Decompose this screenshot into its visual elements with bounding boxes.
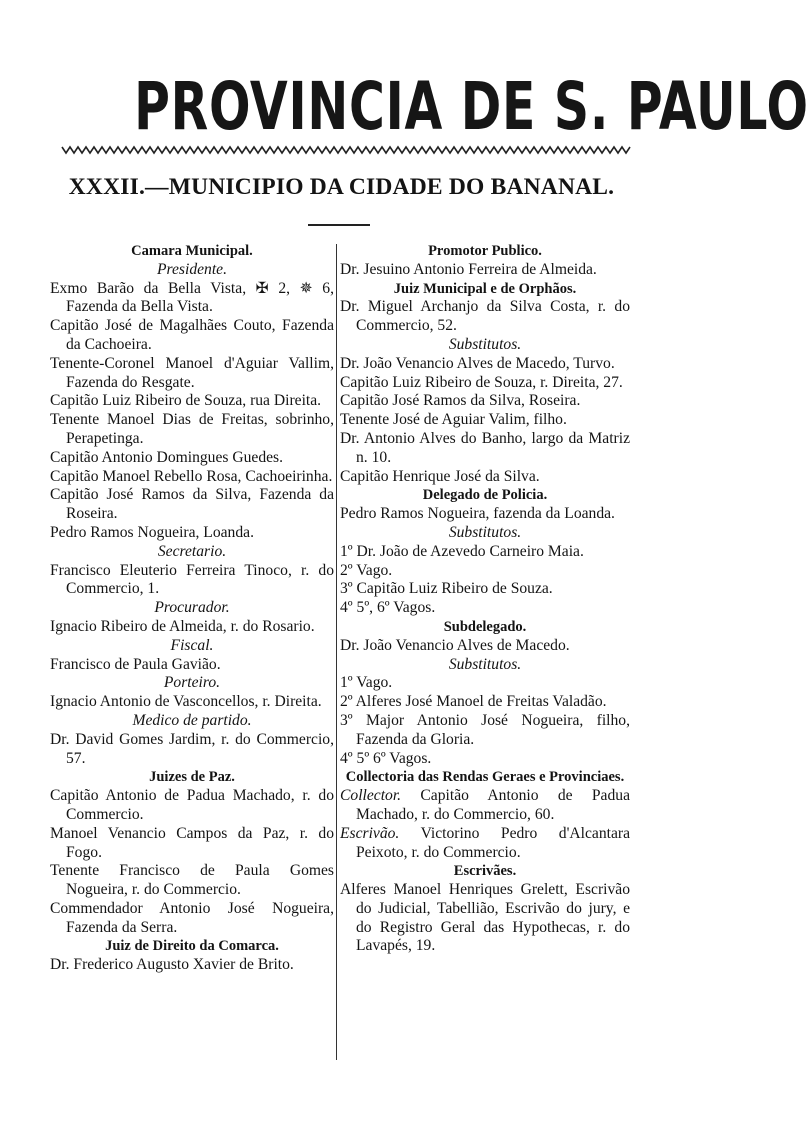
directory-entry: Exmo Barão da Bella Vista, ✠ 2, ✵ 6, Fazenda da Bella Vista.: [50, 279, 334, 316]
section-header: Escrivães.: [453, 863, 517, 880]
directory-entry: [340, 787, 630, 825]
directory-entry: Capitão Luiz Ribeiro de Souza, r. Direita, 27.: [340, 373, 623, 391]
directory-entry: Capitão Antonio Domingues Guedes.: [50, 448, 284, 466]
directory-entry: 4º 5º 6º Vagos.: [340, 749, 432, 767]
directory-entry: Capitão José Ramos da Silva, Fazenda da Roseira.: [50, 486, 334, 523]
zigzag-rule: [62, 145, 630, 155]
role-heading: Fiscal.: [170, 636, 214, 654]
role-heading: Substitutos.: [448, 523, 522, 541]
directory-entry: Alferes Manoel Henriques Grelett, Escrivão do Judicial, Tabellião, Escrivão do jury, e do Registro Geral das Hypothecas, r. do Lavapés, 19.: [340, 881, 630, 955]
directory-entry: Ignacio Ribeiro de Almeida, r. do Rosario.: [50, 617, 315, 635]
directory-entry: 1º Dr. João de Azevedo Carneiro Maia.: [340, 542, 584, 560]
section-header: Subdelegado.: [443, 618, 527, 635]
directory-entry: Capitão Luiz Ribeiro de Souza, rua Direita.: [50, 392, 322, 410]
directory-entry: Tenente Manoel Dias de Freitas, sobrinho, Perapetinga.: [50, 411, 334, 447]
directory-entry: Pedro Ramos Nogueira, fazenda da Loanda.: [340, 505, 615, 523]
directory-entry: Commendador Antonio José Nogueira, Fazenda da Serra.: [50, 899, 334, 936]
directory-entry: Manoel Venancio Campos da Paz, r. do Fogo.: [50, 824, 334, 861]
directory-entry: 4º 5º, 6º Vagos.: [340, 599, 436, 617]
section-header: Delegado de Policia.: [422, 487, 548, 504]
role-heading: Secretario.: [157, 542, 227, 560]
directory-entry: Capitão Henrique José da Silva.: [340, 467, 540, 485]
directory-entry: Francisco de Paula Gavião.: [50, 655, 221, 673]
directory-entry: Tenente Francisco de Paula Gomes Nogueira, r. do Commercio.: [50, 862, 334, 899]
directory-entry: Dr. João Venancio Alves de Macedo, Turvo.: [340, 354, 615, 372]
directory-entry: Capitão José de Magalhães Couto, Fazenda da Cachoeira.: [50, 317, 334, 353]
directory-entry: Francisco Eleuterio Ferreira Tinoco, r. do Commercio, 1.: [50, 561, 334, 598]
directory-entry: Dr. Frederico Augusto Xavier de Brito.: [50, 956, 294, 974]
section-header: Juiz de Direito da Comarca.: [105, 938, 279, 955]
directory-entry: 3º Capitão Luiz Ribeiro de Souza.: [340, 580, 553, 598]
directory-entry: Dr. Jesuino Antonio Ferreira de Almeida.: [340, 260, 597, 278]
role-heading: Presidente.: [156, 260, 227, 278]
section-header: Promotor Publico.: [428, 243, 542, 259]
role-heading: Porteiro.: [163, 674, 221, 692]
directory-entry: Ignacio Antonio de Vasconcellos, r. Direita.: [50, 693, 322, 711]
directory-entry: Tenente-Coronel Manoel d'Aguiar Vallim, Fazenda do Resgate.: [50, 354, 334, 391]
directory-entry: 1º Vago.: [340, 674, 393, 692]
directory-entry: Capitão José Ramos da Silva, Roseira.: [340, 392, 581, 410]
entry-text: Capitão Antonio de Padua Machado, r. do Commercio, 60.: [356, 787, 630, 823]
directory-entry: Tenente José de Aguiar Valim, filho.: [340, 411, 567, 429]
left-column: [50, 242, 334, 975]
directory-entry: Dr. João Venancio Alves de Macedo.: [340, 636, 570, 654]
role-heading: Substitutos.: [448, 335, 522, 353]
directory-entry: Capitão Manoel Rebello Rosa, Cachoeirinha.: [50, 467, 333, 485]
section-heading: XXXII.—MUNICIPIO DA CIDADE DO BANANAL.: [68, 174, 615, 200]
short-rule: [308, 224, 370, 226]
directory-entry: Dr. Miguel Archanjo da Silva Costa, r. do Commercio, 52.: [340, 298, 630, 335]
role-heading: Medico de partido.: [132, 711, 252, 729]
entry-text: Victorino Pedro d'Alcantara Peixoto, r. do Commercio.: [356, 824, 630, 861]
page-title: PROVINCIA DE S. PAULO: [134, 68, 809, 145]
role-label: Escrivão.: [340, 824, 400, 842]
role-heading: Substitutos.: [448, 655, 522, 673]
directory-entry: 2º Alferes José Manoel de Freitas Valadão.: [340, 693, 607, 711]
directory-entry: [340, 825, 630, 863]
role-label: Collector.: [340, 787, 402, 805]
directory-entry: Capitão Antonio de Padua Machado, r. do Commercio.: [50, 787, 334, 823]
column-divider: [336, 244, 337, 1060]
directory-entry: Dr. David Gomes Jardim, r. do Commercio, 57.: [50, 730, 334, 767]
right-column: [340, 242, 630, 956]
directory-entry: Dr. Antonio Alves do Banho, largo da Matriz n. 10.: [340, 429, 630, 466]
section-header: Juiz Municipal e de Orphãos.: [393, 280, 577, 297]
directory-entry: 2º Vago.: [340, 561, 393, 579]
section-header: Collectoria das Rendas Geraes e Provinciaes.: [345, 769, 625, 786]
directory-entry: 3º Major Antonio José Nogueira, filho, Fazenda da Gloria.: [340, 711, 630, 748]
section-header: Camara Municipal.: [131, 243, 253, 259]
section-header: Juizes de Paz.: [149, 769, 235, 786]
role-heading: Procurador.: [154, 599, 230, 617]
directory-entry: Pedro Ramos Nogueira, Loanda.: [50, 523, 254, 541]
